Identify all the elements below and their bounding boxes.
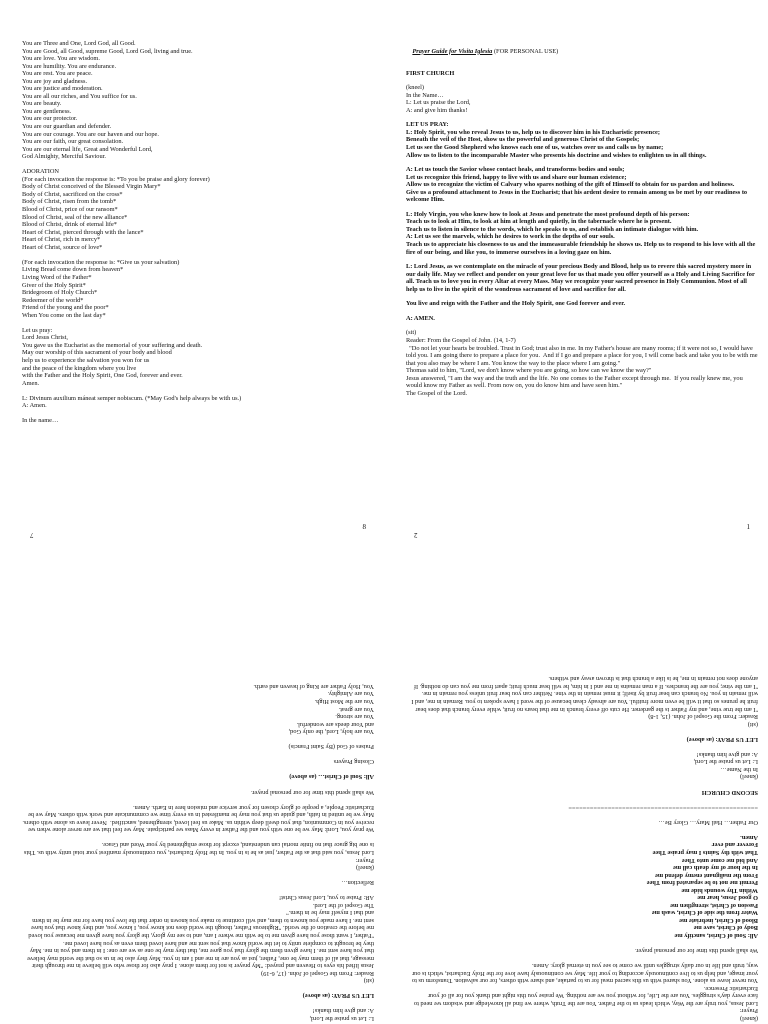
text-line: You are Almighty. [327, 690, 374, 698]
text-line: (kneel) [356, 864, 374, 872]
text-line [406, 939, 758, 947]
page-7-text [22, 682, 374, 1022]
section-title: FIRST CHURCH [406, 69, 455, 77]
text-line: All: Soul of Christ… (as above) [289, 773, 374, 781]
text-line: You are humility. You are endurance. [22, 62, 117, 70]
text-line: You are strong. [335, 713, 374, 721]
text-line: and the peace of the kingdom where you live [22, 364, 137, 372]
text-line: "I am the vine; you are the branches. If a man remains in me and I in him, he will bear much fruit; apart from me you can do nothing. If anyone does not remain in me, he is like a branch that is thrown away and withers. [412, 675, 758, 690]
text-line [22, 319, 374, 327]
page-header [406, 40, 758, 63]
prayer-line: L: Lord Jesus, as we contemplate on the miracle of your precious Body and Blood, help us to revere this sacred mystery more in our daily life. May we reflect and ponder on your great love for us that made you offer yourself as a Holy and Living Sacrifice for all. Teach us to love you in every Altar at every Mass. May we recognize your sacred presence in Holy Communion. Most of all help us to live in the spirit of the wondrous sacrament of love and sacrifice for all. [406, 263, 757, 293]
text-line: Heart of Christ, source of love* [22, 243, 103, 251]
text-line: Passion of Christ, strengthen me [670, 901, 758, 909]
text-line: From the malignant enemy defend me [655, 871, 758, 879]
text-line: Body of Christ conceived of the Blessed Virgin Mary* [22, 183, 161, 191]
text-line: You are our guardian and defender. [22, 123, 112, 131]
text-line [22, 387, 374, 395]
text-line: In the Name… [720, 765, 758, 773]
text-line [22, 161, 374, 169]
text-line: Lord Jesus, you said that as the Father, just as he is in you. In the Holy Eucharist, you continuously manifest your total unity with us. This is one big grace that no finite mortal can understand, except for those enlightened by your Word and Grace. [22, 841, 374, 856]
prayer-line: Give us a profound attachment to Jesus in the Eucharist; that his ardent desire to remain among us be met by our readiness to welcome Him. [406, 188, 749, 204]
text-line: Amen. [22, 379, 40, 387]
text-line: Forever and ever [711, 841, 758, 849]
text-line: Lord Jesus, you truly are the Way, which leads us to the Father. You are the Truth, where we find all knowledge and wisdom we need to face every day's struggles. You are the Life, for without you we are nothing. We praise you this night and thank you for all of your Eucharistic Presence. [412, 984, 758, 1007]
text-line: L: Let us praise the Lord, [406, 99, 471, 107]
text-line: The Gospel of the Lord. [312, 901, 374, 909]
text-line: L: Let us praise the Lord, [693, 758, 758, 766]
text-line: We shall spend this time for our personal prayer. [251, 788, 374, 796]
text-line: with the Father and the Holy Spirit, One God, forever and ever. [22, 372, 183, 380]
text-line: You are our protector. [22, 115, 78, 123]
text-line: Jesus answered, "I am the way and the truth and the life. No one comes to the Father except through me. If you really knew me, you would know my Father as well. From now on, you do know him and have seen him." [406, 374, 745, 390]
text-line: Thomas said to him, "Lord, we don't know where you are going, so how can we know the way?" [406, 367, 652, 375]
text-line: You, Holy Father are King of heaven and earth. [253, 682, 374, 690]
text-line: L: Let us praise the Lord, [309, 1015, 374, 1022]
text-line [22, 999, 374, 1007]
text-line [22, 735, 374, 743]
text-line [22, 750, 374, 758]
text-line: God Almighty, Merciful Saviour. [22, 153, 106, 161]
text-line [22, 251, 374, 259]
text-line: O good Jesus, hear me [697, 894, 758, 902]
text-line: A: and give him thanks! [696, 750, 758, 758]
page-number: 2 [414, 530, 418, 539]
text-line: You are our eternal life, Great and Wonderful Lord, [22, 145, 153, 153]
prayer-line: Teach us to appreciate his closeness to us and the immeasurable friendship he shows us. Help us to respond to his love with all the fire of our being, and like you, to immerse ourselves in a loving gaze on him. [406, 241, 757, 256]
text-line: (For each invocation the response is: *To you be praise and glory forever) [22, 175, 210, 183]
text-line: (For each invocation the response is: *Give us your salvation) [22, 258, 180, 266]
text-line: You are joy and gladness. [22, 77, 88, 85]
text-line: You never leave us alone. You shared with us this sacred meal for us to partake, and share with others, for our salvation. Transform us to your image, and help us to live continuously according to your life. May we continuously have love for the Holy Eucharist, which is our way, truth and life in our daily struggles until we come to see you in eternal glory. Amen. [410, 962, 758, 985]
text-line: You are justice and moderation. [22, 85, 103, 93]
prayer-line: Allow us to recognize the victim of Calvary who spares nothing of the gift of Himself to obtain for us pardon and holiness. [406, 181, 735, 189]
text-line: Blood of Christ, inebriate me [679, 916, 758, 924]
text-line: Amen. [740, 833, 758, 841]
pray-title: LET US PRAY: [406, 121, 449, 129]
text-line [22, 796, 374, 804]
text-line: help us to experience the salvation you won for us [22, 356, 150, 364]
text-line: (kneel) [406, 84, 424, 92]
prayer-line: A: Let us see the marvels, which he desires to work in the depths of our souls. [406, 233, 615, 241]
text-line: Heart of Christ, rich in mercy* [22, 236, 101, 244]
guide-title: Prayer Guide for Visita Iglesia [412, 47, 493, 55]
text-line: L: Divinum auxilium máneat semper nobiscum. (*May God's help always be with us.) [22, 394, 242, 402]
text-line: Body of Christ, risen from the tomb* [22, 198, 117, 206]
text-line: You are Three and One, Lord God, all Good. [22, 40, 136, 47]
text-line: Reader: From the Gospel of John. (15, 1-8) [648, 713, 758, 721]
page-8-text [22, 40, 374, 425]
text-line: In the hour of my death call me [673, 864, 758, 872]
prayer-blocks [406, 129, 758, 329]
text-line [406, 826, 758, 834]
text-line: Bridegroom of Holy Church* [22, 289, 98, 297]
text-line [406, 728, 758, 736]
text-line: You are Good, all Good, supreme Good, Lord God, living and true. [22, 47, 193, 55]
text-line [406, 781, 758, 789]
text-line: (sit) [406, 329, 417, 337]
text-line: You gave us the Eucharist as the memorial of your suffering and death. [22, 341, 203, 349]
page-8 [22, 40, 374, 534]
text-line: Blood of Christ, seal of the new alliance* [22, 213, 128, 221]
text-line [22, 871, 374, 879]
text-line: AR: Praise to you, Lord Jesus Christ! [279, 894, 374, 902]
text-line: We shall spend this time for our personal prayer. [635, 947, 758, 955]
text-line: Reader: From the Gospel of John. (17, 6-19) [261, 969, 374, 977]
text-line: and Your deeds are wonderful. [296, 720, 374, 728]
text-line: Living Bread come down from heaven* [22, 266, 124, 274]
page-number: 1 [746, 523, 750, 532]
text-line: Our Father… Hail Mary… Glory Be… [658, 818, 758, 826]
text-line: You are rest. You are peace. [22, 70, 93, 78]
prayer-line: Let us see the Good Shepherd who knows each one of us, watches over us and calls us by name; [406, 144, 664, 152]
text-line: You are great. [338, 705, 374, 713]
text-line: In the Name… [406, 91, 444, 99]
text-line [406, 796, 758, 804]
text-line: Prayer: [739, 1007, 758, 1015]
gospel-reading [406, 329, 758, 397]
guide-note: (FOR PERSONAL USE) [492, 47, 559, 55]
prayer-line: L: Holy Spirit, you who reveal Jesus to us, help us to discover him in his Eucharistic presence; [406, 128, 660, 136]
text-line: Closing Prayers [333, 758, 374, 766]
text-line: ADORATION [22, 168, 60, 176]
text-line [22, 410, 374, 418]
text-line: Permit me not to be separated from Thee [646, 879, 758, 887]
page-number: 8 [362, 523, 366, 532]
text-line: Blood of Christ, drink of eternal life* [22, 221, 117, 229]
text-line: Reader: From the Gospel of John. (14, 1-7) [406, 336, 516, 344]
text-line: Let us pray: [22, 326, 53, 334]
page-2 [406, 528, 758, 1022]
text-line: "Father, I want those you have given me to be with me where I am, and to see my glory, the glory you have given me because you loved me before the creation of the world. "Righteous Father, though the world does not know you, I know you, and they know that you have sent me. I have made you known to them, and will continue to make you known in order that the love you have for me may be in them and that I myself may be in them." [26, 909, 374, 939]
page-2-text [406, 675, 758, 1022]
text-line: You are our courage. You are our haven and our hope. [22, 130, 159, 138]
text-line: A: and give him thanks! [406, 106, 468, 114]
text-line: Living Word of the Father* [22, 273, 92, 281]
text-line: LET US PRAY: (as above) [302, 992, 374, 1000]
text-line: (sit) [747, 720, 758, 728]
page-7 [22, 528, 374, 1022]
text-line: You are love. You are wisdom. [22, 55, 100, 63]
text-line: Water from the side of Christ, wash me [651, 909, 758, 917]
text-line: The Gospel of the Lord. [406, 389, 468, 397]
text-line: We pray you, Lord: May we be one with you and the Father in every Mass we participate. May we feel that we are never alone when we receive you in Communion, that you dwell deep within us. Make us feel loved, strengthened, sanctified. Never leave us alone with others. May we be united in faith, and guide us that you may be manifested in us every time we communicate and work with others. May we be Eucharistic People, a people of glory chosen for your service and mission here in Earth. Amen. [20, 803, 374, 834]
text-line: Redeemer of the world* [22, 296, 84, 304]
text-line: (sit) [363, 977, 374, 985]
text-line [406, 743, 758, 751]
page-number: 7 [30, 530, 34, 539]
prayer-line: Let us recognize this friend, happy to live with us and share our human existence; [406, 173, 627, 181]
prayer-line: Teach us to look at Him, to look at him at length and quietly, in the tabernacle where he is present. [406, 218, 672, 226]
text-line: Blood of Christ, price of our ransom* [22, 206, 118, 214]
text-line: Reflection… [341, 879, 374, 887]
prayer-line: Allow us to listen to the incomparable Master who presents his doctrine and wishes to enlighten us in all things. [406, 151, 707, 159]
text-line: Friend of the young and the poor* [22, 304, 109, 312]
text-line: SECOND CHURCH [701, 788, 758, 796]
intro-lines [406, 84, 758, 114]
text-line: "Do not let your hearts be troubled. Trust in God; trust also in me. In my Father's house are many rooms; if it were not so, I would have told you. I am going there to prepare a place for you. And if I go and prepare a place for you, I will come back and take you to be with me that you also may be where I am. You know the way to the place where I am going." [406, 344, 760, 367]
text-line: Heart of Christ, pierced through with the lance* [22, 228, 144, 236]
text-line: Prayer: [355, 856, 374, 864]
text-line: You are beauty. [22, 100, 62, 108]
text-line: (kneel) [740, 773, 758, 781]
text-line: LET US PRAY: (as above) [686, 735, 758, 743]
prayer-line: L: Holy Virgin, you who knew how to look at Jesus and penetrate the most profound depth of his person: [406, 210, 690, 218]
text-line: In the name… [22, 417, 59, 425]
text-line: May our worship of this sacrament of your body and blood [22, 349, 172, 357]
text-line [22, 781, 374, 789]
text-line: When You come on the last day* [22, 311, 106, 319]
text-line: You are gentleness. [22, 107, 72, 115]
text-line: Jesus lifted his eyes to Heaven and prayed: "My prayer is not for them alone. I pray also for those who will believe in me through their message, that all of them may be one, Father, just as you are in me and I am in you. May they also be in us so that the world may believe that you have sent me. I have given them the glory that you gave me, that they may be one as we are one: I in them and you in me. May they be brought to complete unity to let the world know that you sent me and have loved them even as you have loved me. [25, 939, 374, 970]
text-line [22, 765, 374, 773]
text-line: All: Soul of Christ, sanctify me [674, 931, 758, 939]
text-line: (kneel) [740, 1015, 758, 1022]
text-line: Giver of the Holy Spirit* [22, 281, 86, 289]
text-line [406, 954, 758, 962]
prayer-line: Beneath the veil of the Host, show us the powerful and generous Christ of the Gospels; [406, 136, 640, 144]
text-line: That with thy Saints I may praise Thee [652, 848, 758, 856]
text-line [22, 886, 374, 894]
text-line: You are our faith, our great consolation. [22, 138, 124, 146]
text-line: "I am the true vine, and my Father is the gardener. He cuts off every branch in me that bears no fruit, while every branch that does bear fruit he prunes so that it will be even more fruitful. You are already clean because of the word I have spoken to you. Remain in me, and I will remain in you. No branch can bear fruit by itself; it must remain in the vine. Neither can you bear fruit unless you remain in me. [409, 690, 758, 713]
text-line: You are holy, Lord, the only God, [288, 728, 374, 736]
text-line [22, 833, 374, 841]
text-line [22, 984, 374, 992]
text-line: Body of Christ, save me [693, 924, 758, 932]
prayer-line: A: AMEN. [406, 314, 435, 322]
page-1 [406, 40, 758, 534]
text-line [406, 811, 758, 819]
text-line: Within Thy wounds hide me [681, 886, 758, 894]
text-line: A: and give him thanks! [312, 1007, 374, 1015]
text-line: You are the Most High. [314, 698, 374, 706]
text-line: Lord Jesus Christ, [22, 334, 68, 342]
prayer-line: Teach us to listen in silence to the words, which he speaks to us, and establish an intimate dialogue with him. [406, 225, 699, 233]
text-line: A: Amen. [22, 402, 47, 410]
prayer-line: A: Let us touch the Savior whose contact heals, and transforms bodies and souls; [406, 166, 625, 174]
text-line: ===================================================== [568, 803, 758, 811]
prayer-line: You live and reign with the Father and the Holy Spirit, one God forever and ever. [406, 300, 626, 308]
text-line: Body of Christ, sacrificed on the cross* [22, 190, 123, 198]
text-line: And bid me come unto Thee [681, 856, 758, 864]
text-line: Praises of God (By Saint Francis) [288, 743, 374, 751]
text-line: You are all our riches, and You suffice for us. [22, 92, 137, 100]
